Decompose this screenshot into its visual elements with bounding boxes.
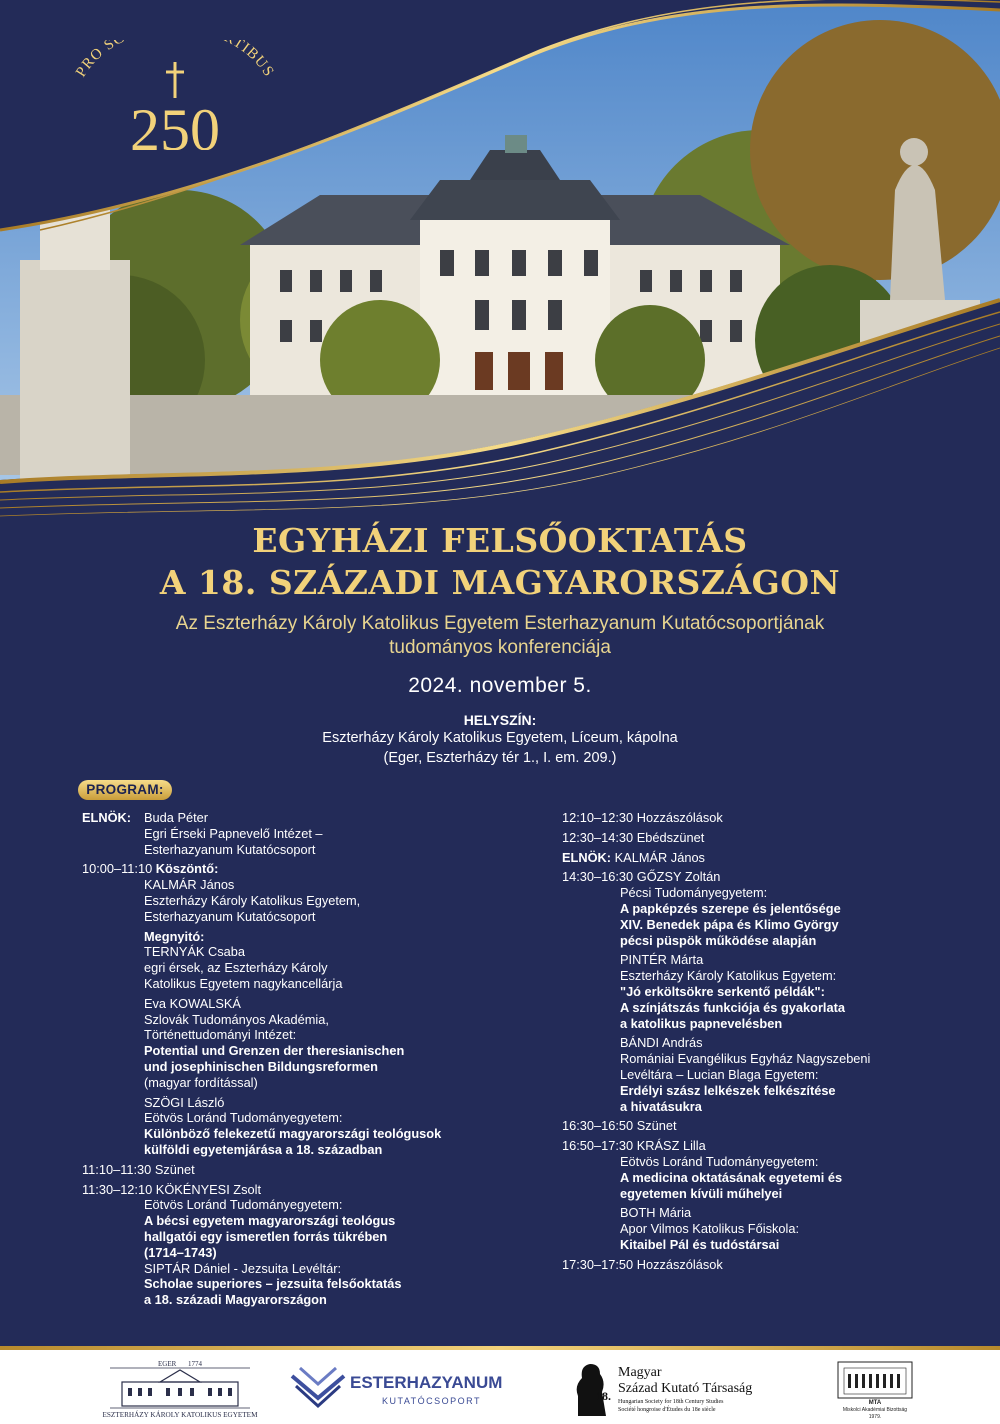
- speaker-1-affiliation-2: Történettudományi Intézet:: [144, 1027, 297, 1043]
- speaker-5-affiliation-2: Levéltára – Lucian Blaga Egyetem:: [620, 1066, 819, 1082]
- chair-label: ELNÖK:: [82, 810, 132, 825]
- chair-2-label: ELNÖK:: [562, 849, 612, 865]
- mta-line-1: MTA: [868, 1400, 882, 1406]
- ekke-building-icon: [100, 1358, 260, 1420]
- speaker-1-affiliation-1: Szlovák Tudományos Akadémia,: [144, 1011, 329, 1027]
- speaker-5-name: BÁNDI András: [620, 1035, 703, 1051]
- speaker-3-title-1: Scholae superiores – jezsuita felsőoktatás: [144, 1276, 402, 1292]
- speaker-2-name: SZÖGI László: [144, 1094, 225, 1110]
- mszkt-line-2: Század Kutató Társaság: [618, 1381, 753, 1396]
- motto-text: PRO S TIBUS: [73, 40, 277, 80]
- opening-label: Megnyitó:: [144, 928, 205, 944]
- anniversary-number: 250: [130, 97, 220, 150]
- ekke-logo: [100, 1358, 260, 1420]
- program-left-column: [82, 810, 522, 1308]
- cross-icon: [166, 62, 184, 98]
- session-2-title-1: A bécsi egyetem magyarországi teológus: [144, 1213, 396, 1229]
- mszkt-line-1: Magyar: [618, 1365, 662, 1380]
- welcome-affiliation-2: Esterhazyanum Kutatócsoport: [144, 908, 316, 924]
- session-4-affiliation: Eötvös Loránd Tudományegyetem:: [620, 1153, 819, 1169]
- session-4-title-1: A medicina oktatásának egyetemi és: [620, 1169, 843, 1185]
- speaker-1-name: Eva KOWALSKÁ: [144, 995, 241, 1011]
- speaker-3-name: SIPTÁR Dániel - Jezsuita Levéltár:: [144, 1260, 342, 1276]
- mszkt-english: Hungarian Society for 18th Century Studies: [618, 1399, 724, 1405]
- session-3-affiliation: Pécsi Tudományegyetem:: [620, 885, 768, 901]
- break-2: 16:30–16:50 Szünet: [562, 1118, 677, 1134]
- subtitle-line-2: tudományos konferenciája: [389, 637, 611, 658]
- speaker-5-affiliation-1: Romániai Evangélikus Egyház Nagyszebeni: [620, 1051, 871, 1067]
- mszkt-mark: 18.: [596, 1389, 611, 1403]
- event-date: 2024. november 5.: [408, 674, 592, 697]
- mszkt-silhouette-icon: [572, 1356, 792, 1420]
- esterhazyanum-chevron-icon: [290, 1362, 520, 1412]
- footer-logos: [0, 1350, 1000, 1424]
- speaker-2-affiliation: Eötvös Loránd Tudományegyetem:: [144, 1110, 343, 1126]
- opening-affiliation-1: egri érsek, az Eszterházy Károly: [144, 960, 328, 976]
- anniversary-emblem: [60, 40, 290, 150]
- welcome-label: Köszöntő:: [155, 861, 219, 877]
- title-block: [0, 520, 1000, 768]
- speaker-5-title-1: Erdélyi szász lelkészek felkészítése: [620, 1082, 836, 1098]
- speaker-4-affiliation: Eszterházy Károly Katolikus Egyetem:: [620, 968, 837, 984]
- opening-name: TERNYÁK Csaba: [144, 944, 245, 960]
- session-4-time: 16:50–17:30: [562, 1138, 634, 1154]
- speaker-1-title-2: und josephinischen Bildungsreformen: [144, 1058, 378, 1074]
- venue-line-1: Eszterházy Károly Katolikus Egyetem, Líceum, kápolna: [322, 730, 678, 746]
- mta-logo: [830, 1358, 920, 1420]
- speaker-2-title-2: külföldi egyetemjárása a 18. században: [144, 1141, 383, 1157]
- chair-name: Buda Péter: [144, 810, 209, 825]
- mta-building-icon: [830, 1358, 920, 1420]
- ekke-top-left: EGER: [158, 1360, 177, 1368]
- ekke-name: ESZTERHÁZY KÁROLY KATOLIKUS EGYETEM: [102, 1411, 258, 1419]
- session-3-title-3: pécsi püspök működése alapján: [620, 932, 817, 948]
- mszkt-logo: [572, 1356, 792, 1420]
- session-2-title-2: hallgatói egy ismeretlen forrás tükrében: [144, 1228, 388, 1244]
- speaker-4-title-3: a katolikus papnevelésben: [620, 1015, 783, 1031]
- welcome-affiliation-1: Eszterházy Károly Katolikus Egyetem,: [144, 892, 361, 908]
- discussion-final: 17:30–17:50 Hozzászólások: [562, 1256, 723, 1272]
- lunch-break: 12:30–14:30 Ebédszünet: [562, 829, 705, 845]
- welcome-name: KALMÁR János: [144, 877, 235, 893]
- title-line-1: EGYHÁZI FELSŐOKTATÁS: [252, 521, 748, 560]
- speaker-1-note: (magyar fordítással): [144, 1074, 258, 1090]
- title-line-2: A 18. SZÁZADI MAGYARORSZÁGON: [159, 563, 841, 602]
- program-right-column: [562, 810, 932, 1273]
- speaker-6-name: BOTH Mária: [620, 1205, 692, 1221]
- session-2-title-3: (1714–1743): [144, 1244, 217, 1260]
- session-3-title-1: A papképzés szerepe és jelentősége: [620, 900, 841, 916]
- speaker-4-title-1: "Jó erköltsökre serkentő példák":: [620, 983, 825, 999]
- speaker-6-title: Kitaibel Pál és tudóstársai: [620, 1236, 780, 1252]
- venue-line-2: (Eger, Eszterházy tér 1., I. em. 209.): [383, 750, 617, 766]
- speaker-2-title-1: Különböző felekezetű magyarországi teológusok: [144, 1126, 442, 1142]
- chair-affiliation-2: Esterhazyanum Kutatócsoport: [144, 841, 316, 857]
- session-3-title-2: XIV. Benedek pápa és Klimo György: [620, 916, 839, 932]
- speaker-3-title-2: a 18. századi Magyarországon: [144, 1292, 327, 1308]
- speaker-4-title-2: A színjátszás funkciója és gyakorlata: [620, 999, 845, 1015]
- session-1-time: 10:00–11:10: [82, 861, 153, 877]
- session-2-time: 11:30–12:10: [82, 1181, 153, 1197]
- ekke-top-right: 1774: [188, 1360, 202, 1368]
- chair-affiliation-1: Egri Érseki Papnevelő Intézet –: [144, 825, 323, 841]
- esterhazyanum-logo: [290, 1362, 520, 1412]
- chair-2-name: KALMÁR János: [614, 849, 705, 865]
- mta-line-2: Miskolci Akadémiai Bizottság: [842, 1407, 908, 1413]
- mszkt-french: Société hongroise d'Études du 18e siècle: [618, 1407, 716, 1413]
- session-2-name: KÖKÉNYESI Zsolt: [155, 1181, 262, 1197]
- speaker-5-title-2: a hivatásukra: [620, 1098, 702, 1114]
- subtitle-line-1: Az Eszterházy Károly Katolikus Egyetem Esterhazyanum Kutatócsoportjának: [175, 613, 825, 634]
- session-3-name: GŐZSY Zoltán: [636, 869, 721, 885]
- break-1: 11:10–11:30 Szünet: [82, 1161, 195, 1177]
- venue-label: HELYSZÍN:: [463, 712, 537, 728]
- session-2-affiliation: Eötvös Loránd Tudományegyetem:: [144, 1197, 343, 1213]
- speaker-6-affiliation: Apor Vilmos Katolikus Főiskola:: [620, 1221, 799, 1237]
- esterhazyanum-sub: KUTATÓCSOPORT: [382, 1396, 482, 1406]
- program-badge: PROGRAM:: [78, 780, 172, 800]
- emblem-arc: [60, 40, 290, 150]
- opening-affiliation-2: Katolikus Egyetem nagykancellárja: [144, 975, 343, 991]
- session-3-time: 14:30–16:30: [562, 869, 634, 885]
- esterhazyanum-name: ESTERHAZYANUM: [350, 1373, 503, 1392]
- speaker-1-title-1: Potential und Grenzen der theresianischen: [144, 1043, 405, 1059]
- session-4-name: KRÁSZ Lilla: [636, 1138, 706, 1154]
- discussion-1: 12:10–12:30 Hozzászólások: [562, 810, 723, 825]
- speaker-4-name: PINTÉR Márta: [620, 952, 704, 968]
- session-4-title-2: egyetemen kívüli műhelyei: [620, 1185, 783, 1201]
- mta-line-3: 1979.: [868, 1414, 882, 1420]
